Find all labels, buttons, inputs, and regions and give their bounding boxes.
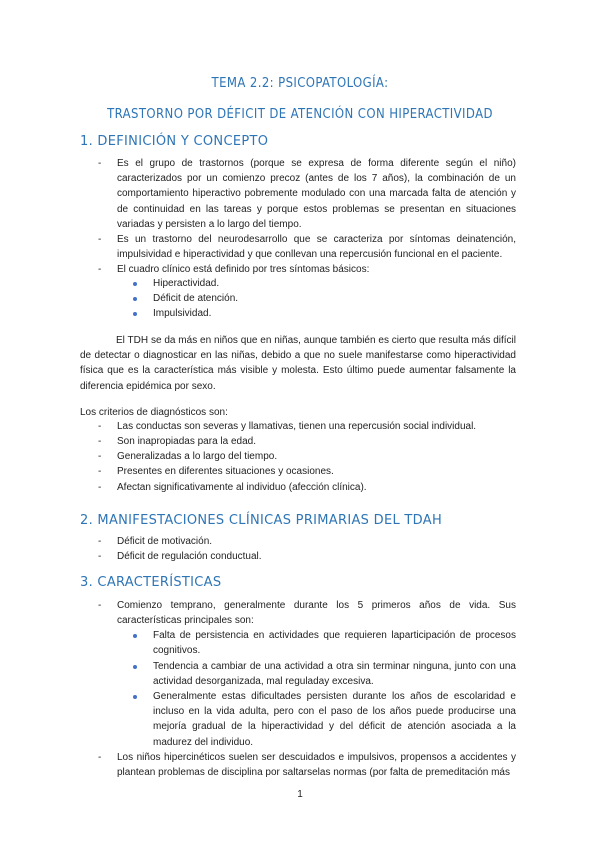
sec1-paragraph: El TDH se da más en niños que en niñas, aunque también es cierto que resulta más difícil de detectar o diagnosticar en las niñas, debido a que no suele manifestarse como hiperactividad física que es la característica más visible y molesta. Esto último puede aumentar falsamente la diferencia epidémica por sexo. [80,335,516,392]
dash-marker: - [98,536,102,547]
dash-marker: - [98,482,102,493]
bullet-dot-icon [133,665,137,669]
dash-marker: - [98,752,102,763]
dash-marker: - [98,551,102,562]
symptom-item: Hiperactividad. [153,278,220,289]
criteria-item: Presentes en diferentes situaciones y ocasiones. [117,466,334,477]
sec3-subitem: Generalmente estas dificultades persisten durante los años de escolaridad e incluso en la vida adulta, pero con el paso de los años puede producirse una mejoría gradual de la hiperactividad y del déficit de atención asociada a la madurez del individuo. [153,691,516,748]
sec3-subitem: Tendencia a cambiar de una actividad a otra sin terminar ninguna, junto con una actividad desorganizada, mal reguladay excesiva. [153,661,516,688]
sec1-bullet-3: El cuadro clínico está definido por tres síntomas básicos: [117,264,370,275]
bullet-dot-icon [133,634,137,638]
symptom-item: Déficit de atención. [153,293,239,304]
criteria-item: Las conductas son severas y llamativas, tienen una repercusión social individual. [117,421,477,432]
doc-title-line1: TEMA 2.2: PSICOPATOLOGÍA: [211,76,389,91]
bullet-dot-icon [133,695,137,699]
sec2-item: Déficit de motivación. [117,536,213,547]
section-2-heading: 2. MANIFESTACIONES CLÍNICAS PRIMARIAS DEL TDAH [80,513,443,528]
doc-title-line2: TRASTORNO POR DÉFICIT DE ATENCIÓN CON HIPERACTIVIDAD [107,107,493,122]
dash-marker: - [98,234,102,245]
dash-marker: - [98,264,102,275]
dash-marker: - [98,451,102,462]
criteria-item: Son inapropiadas para la edad. [117,436,256,447]
bullet-dot-icon [133,297,137,301]
sec3-bullet-1: Comienzo temprano, generalmente durante los 5 primeros años de vida. Sus características principales son: [117,600,516,627]
sec3-bullet-2: Los niños hipercinéticos suelen ser descuidados e impulsivos, propensos a accidentes y plantean problemas de disciplina por saltarselas normas (por falta de premeditación más [117,752,516,779]
sec1-bullet-1: Es el grupo de trastornos (porque se expresa de forma diferente según el niño) caracterizados por un comienzo precoz (antes de los 7 años), la combinación de un comportamiento hiperactivo pobremente modulado con una marcada falta de atención y de continuidad en las tareas y porque estos problemas se presentan en situaciones variadas y persisten a lo largo del tiempo. [117,158,516,230]
criteria-item: Generalizadas a lo largo del tiempo. [117,451,278,462]
bullet-dot-icon [133,282,137,286]
dash-marker: - [98,436,102,447]
dash-marker: - [98,421,102,432]
sec3-subitem: Falta de persistencia en actividades que requieren laparticipación de procesos cognitivos. [153,630,516,657]
section-1-heading: 1. DEFINICIÓN Y CONCEPTO [80,134,269,149]
criteria-intro: Los criterios de diagnósticos son: [80,407,228,418]
section-3-heading: 3. CARACTERÍSTICAS [80,575,222,590]
dash-marker: - [98,600,102,611]
criteria-item: Afectan significativamente al individuo (afección clínica). [117,482,367,493]
dash-marker: - [98,158,102,169]
sec2-item: Déficit de regulación conductual. [117,551,262,562]
symptom-item: Impulsividad. [153,308,212,319]
page-number: 1 [297,789,303,800]
bullet-dot-icon [133,312,137,316]
sec1-bullet-2: Es un trastorno del neurodesarrollo que se caracteriza por síntomas deinatención, impulsividad e hiperactividad y que conllevan una repercusión funcional en el paciente. [117,234,516,261]
dash-marker: - [98,466,102,477]
